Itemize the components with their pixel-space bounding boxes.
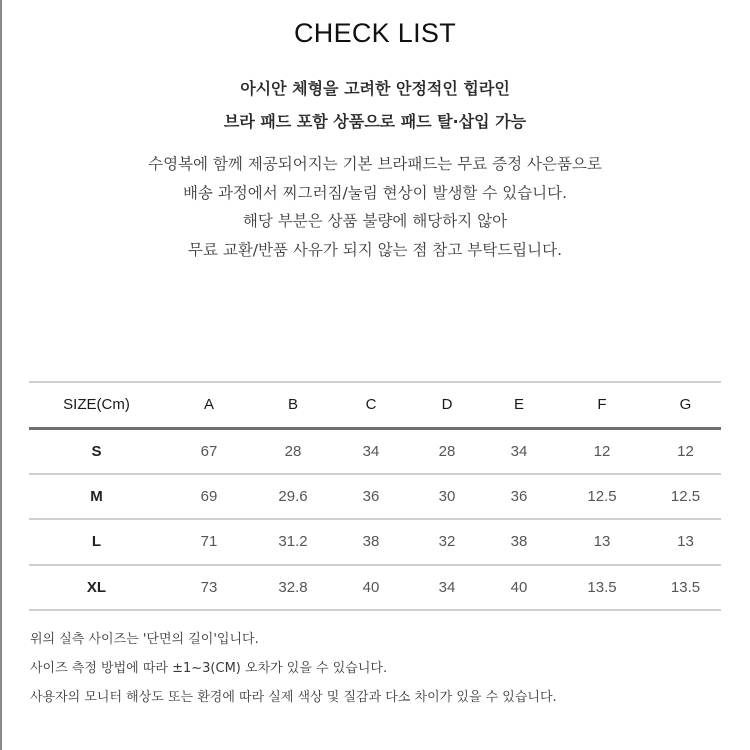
notice-line: 수영복에 함께 제공되어지는 기본 브라패드는 무료 증정 사은품으로 [148,155,602,173]
cell-d: 30 [438,487,456,505]
table-header-row [29,382,721,428]
cell-a: 73 [200,578,218,596]
cell-a: 67 [200,442,218,460]
cell-g: 13.5 [670,578,701,596]
notice-line: 무료 교환/반품 사유가 되지 않는 점 참고 부탁드립니다. [187,240,563,259]
cell-g: 13 [677,533,694,551]
cell-b: 31.2 [278,533,308,551]
cell-b: 29.6 [278,487,308,505]
cell-c: 40 [362,578,380,596]
highlight-line: 아시안 체형을 고려한 안정적인 힙라인 [240,79,510,98]
header-f: F [597,396,607,414]
header-g: G [679,396,692,414]
table-row [29,474,721,520]
cell-b: 28 [284,442,302,460]
header-c: C [365,396,377,414]
cell-f: 12.5 [587,487,617,505]
size-label: M [90,487,103,505]
cell-a: 71 [200,533,218,551]
notice-block [0,150,750,264]
cell-g: 12.5 [670,487,701,505]
notice-line: 배송 과정에서 찌그러짐/눌림 현상이 발생할 수 있습니다. [182,183,568,202]
footnote: 위의 실측 사이즈는 '단면의 길이'입니다. [30,632,259,647]
notice-line: 해당 부분은 상품 불량에 해당하지 않아 [242,212,508,230]
cell-a: 69 [200,487,218,505]
cell-e: 36 [510,487,528,505]
header-e: E [513,396,524,414]
highlight-block [0,72,750,138]
header-a: A [203,396,214,414]
cell-c: 34 [362,442,380,460]
cell-f: 12 [593,442,611,460]
size-table [29,381,721,611]
header-size: SIZE(Cm) [63,396,130,414]
cell-d: 28 [438,442,456,460]
table-row [29,565,721,611]
cell-d: 34 [438,578,456,596]
footnote: 사이즈 측정 방법에 따라 ±1~3(CM) 오차가 있을 수 있습니다. [30,661,388,676]
header-d: D [441,396,453,414]
table-row [29,428,721,474]
cell-f: 13.5 [587,578,617,596]
highlight-line: 브라 패드 포함 상품으로 패드 탈·삽입 가능 [223,112,527,131]
cell-d: 32 [438,533,456,551]
cell-f: 13 [593,533,611,551]
size-label: S [91,442,102,460]
size-label: L [91,533,102,551]
header-b: B [287,396,298,414]
cell-g: 12 [677,442,694,460]
table-row [29,519,721,565]
footnote: 사용자의 모니터 해상도 또는 환경에 따라 실제 색상 및 질감과 다소 차이가 있을 수 있습니다. [30,690,557,705]
footnotes [30,625,557,712]
cell-e: 38 [510,533,528,551]
cell-c: 38 [362,533,380,551]
cell-c: 36 [362,487,380,505]
cell-e: 34 [510,442,528,460]
cell-e: 40 [510,578,528,596]
size-label: XL [86,578,107,596]
cell-b: 32.8 [278,578,308,596]
page-title: CHECK LIST [293,18,457,48]
